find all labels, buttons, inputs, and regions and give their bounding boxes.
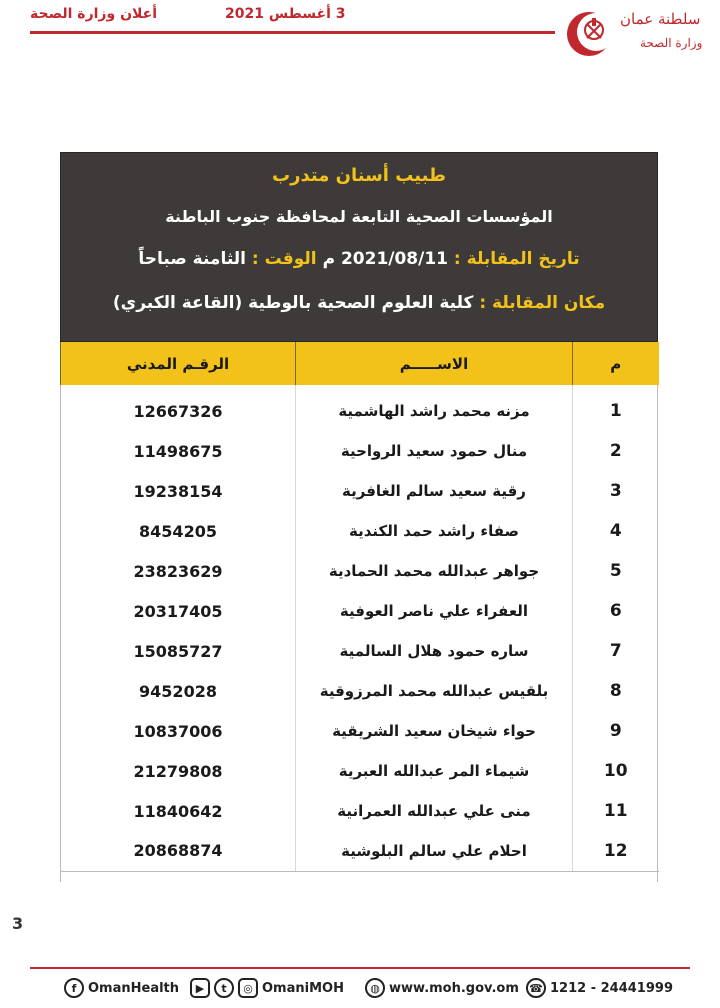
date-label: تاريخ المقابلة :: [453, 249, 580, 269]
phone-number: 1212 - 24441999: [550, 980, 673, 996]
social-handle: OmaniMOH: [262, 980, 344, 996]
page-footer: [0, 955, 720, 1008]
row-number-cell: 2: [573, 431, 659, 471]
row-number-cell: 8: [573, 671, 659, 711]
phone-icon: ☎: [526, 978, 546, 998]
row-number-cell: 7: [573, 631, 659, 671]
facebook-handle: OmanHealth: [88, 980, 180, 996]
website-url: www.moh.gov.om: [389, 980, 519, 996]
header-civil-id: الرقـم المدني: [61, 342, 296, 385]
social-links[interactable]: [190, 976, 344, 1000]
civil-id-cell: 15085727: [61, 631, 296, 671]
row-number-cell: 9: [573, 711, 659, 751]
job-title: طبيب أسنان متدرب: [272, 165, 446, 186]
crescent-emblem-icon: [567, 12, 615, 56]
civil-id-cell: 11498675: [61, 431, 296, 471]
time-label: الوقت :: [251, 249, 317, 269]
civil-id-cell: 8454205: [61, 511, 296, 551]
interview-datetime: [61, 249, 657, 269]
civil-id-cell: 12667326: [61, 391, 296, 431]
footer-divider: [30, 967, 690, 969]
table-row: [61, 431, 659, 471]
page-header: [0, 0, 720, 70]
venue-value: كلية العلوم الصحية بالوطية (القاعة الكبري): [112, 293, 474, 313]
logo-text-country: سلطنة عمان: [620, 10, 701, 28]
row-number-cell: 5: [573, 551, 659, 591]
civil-id-cell: 10837006: [61, 711, 296, 751]
header-divider: [30, 31, 555, 34]
row-number-cell: 3: [573, 471, 659, 511]
name-cell: منى علي عبدالله العمرانية: [296, 791, 573, 831]
row-number-cell: 6: [573, 591, 659, 631]
name-cell: رقية سعيد سالم الغافرية: [296, 471, 573, 511]
globe-icon: ◍: [365, 978, 385, 998]
candidates-table: [60, 342, 659, 872]
interview-info-panel: [60, 152, 658, 342]
facebook-link[interactable]: [64, 976, 179, 1000]
row-number-cell: 10: [573, 751, 659, 791]
table-row: [61, 711, 659, 751]
name-cell: شيماء المر عبدالله العبرية: [296, 751, 573, 791]
table-row: [61, 511, 659, 551]
civil-id-cell: 21279808: [61, 751, 296, 791]
twitter-icon: t: [214, 978, 234, 998]
table-header-row: [61, 342, 659, 385]
website-link[interactable]: [365, 976, 519, 1000]
header-number: م: [573, 342, 659, 385]
civil-id-cell: 9452028: [61, 671, 296, 711]
announcement-date: 3 أغسطس 2021: [225, 6, 346, 22]
table-row: [61, 591, 659, 631]
row-number-cell: 11: [573, 791, 659, 831]
row-number-cell: 1: [573, 391, 659, 431]
row-number-cell: 12: [573, 831, 659, 871]
institution-title: المؤسسات الصحية التابعة لمحافظة جنوب الباطنة: [165, 207, 553, 226]
name-cell: صفاء راشد حمد الكندية: [296, 511, 573, 551]
name-cell: مزنه محمد راشد الهاشمية: [296, 391, 573, 431]
name-cell: ساره حمود هلال السالمية: [296, 631, 573, 671]
civil-id-cell: 11840642: [61, 791, 296, 831]
announcement-title: أعلان وزارة الصحة: [30, 6, 158, 22]
header-name: الاســـــم: [296, 342, 573, 385]
civil-id-cell: 19238154: [61, 471, 296, 511]
table-row: [61, 751, 659, 791]
name-cell: جواهر عبدالله محمد الحمادية: [296, 551, 573, 591]
name-cell: العفراء علي ناصر العوفية: [296, 591, 573, 631]
phone-link[interactable]: [526, 976, 673, 1000]
logo-text-ministry: وزارة الصحة: [640, 36, 703, 50]
table-row: [61, 551, 659, 591]
interview-venue: [61, 293, 657, 313]
table-row: [61, 791, 659, 831]
table-row: [61, 631, 659, 671]
civil-id-cell: 20868874: [61, 831, 296, 871]
date-value: 2021/08/11 م: [322, 249, 448, 269]
venue-label: مكان المقابلة :: [479, 293, 606, 313]
youtube-icon: ▶: [190, 978, 210, 998]
instagram-icon: ◎: [238, 978, 258, 998]
name-cell: بلقيس عبدالله محمد المرزوقية: [296, 671, 573, 711]
facebook-icon: f: [64, 978, 84, 998]
civil-id-cell: 20317405: [61, 591, 296, 631]
table-body: [61, 385, 659, 871]
time-value: الثامنة صباحاً: [138, 249, 246, 269]
civil-id-cell: 23823629: [61, 551, 296, 591]
name-cell: منال حمود سعيد الرواحية: [296, 431, 573, 471]
name-cell: حواء شيخان سعيد الشريقية: [296, 711, 573, 751]
table-row: [61, 671, 659, 711]
page-number: 3: [12, 914, 24, 933]
table-row: [61, 831, 659, 871]
name-cell: احلام علي سالم البلوشية: [296, 831, 573, 871]
table-row: [61, 391, 659, 431]
row-number-cell: 4: [573, 511, 659, 551]
table-row: [61, 471, 659, 511]
